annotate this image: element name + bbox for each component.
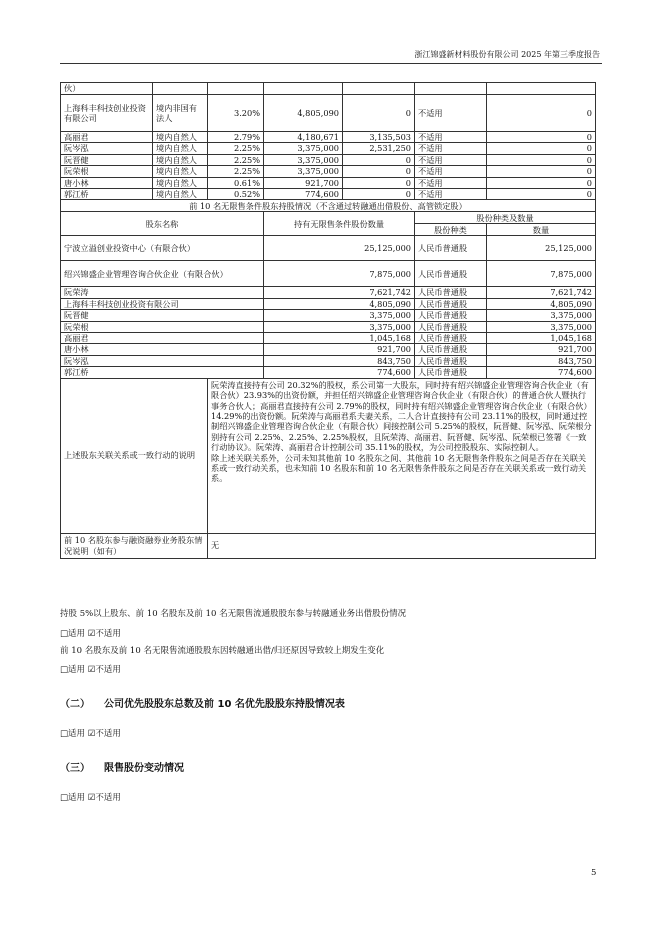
share-qty: 3,375,000 — [487, 310, 596, 321]
pledge-qty: 0 — [487, 166, 596, 177]
holder-nature: 境内自然人 — [153, 154, 208, 165]
checkbox-not-applicable: ☑不适用 — [87, 629, 121, 639]
checkbox-line-1 — [60, 627, 121, 639]
col-header-type-group: 股份种类及数量 — [415, 212, 596, 224]
holder-name: 阮荣根 — [61, 166, 153, 177]
holder-restricted: 0 — [343, 177, 415, 188]
holder-nature: 境内自然人 — [153, 143, 208, 154]
section-heading-3 — [60, 759, 184, 774]
holder-restricted: 2,531,250 — [343, 143, 415, 154]
share-qty: 774,600 — [487, 367, 596, 378]
holder-name: 上海科丰科技创业投资有限公司 — [61, 95, 153, 132]
table-row — [61, 333, 596, 344]
unrestricted-shares: 3,375,000 — [264, 321, 415, 332]
table-row — [61, 261, 596, 287]
holder-pct: 2.79% — [208, 132, 264, 143]
checkbox-applicable: □适用 — [60, 793, 86, 803]
relation-row — [61, 378, 596, 533]
holder-nature: 境内自然人 — [153, 166, 208, 177]
holder-name: 阮岑泓 — [61, 355, 264, 366]
table-row — [61, 189, 596, 200]
pledge-status: 不适用 — [415, 143, 487, 154]
pledge-qty: 0 — [487, 95, 596, 132]
holder-name: 唐小林 — [61, 177, 153, 188]
section-title-2: 公司优先股股东总数及前 10 名优先股股东持股情况表 — [104, 699, 345, 710]
share-qty: 4,805,090 — [487, 298, 596, 309]
table-row — [61, 310, 596, 321]
table-row — [61, 298, 596, 309]
share-qty: 7,621,742 — [487, 287, 596, 298]
share-type: 人民币普通股 — [415, 287, 487, 298]
col-header-type: 股份种类 — [415, 224, 487, 236]
relation-text — [208, 378, 596, 533]
holder-name: 阮晋健 — [61, 310, 264, 321]
pledge-status: 不适用 — [415, 154, 487, 165]
table-row — [61, 236, 596, 261]
table-row — [61, 166, 596, 177]
share-type: 人民币普通股 — [415, 355, 487, 366]
share-type: 人民币普通股 — [415, 367, 487, 378]
unrestricted-shares: 921,700 — [264, 344, 415, 355]
shareholder-table — [60, 82, 596, 559]
unrestricted-shares: 7,875,000 — [264, 261, 415, 287]
pledge-status: 不适用 — [415, 132, 487, 143]
holder-restricted: 0 — [343, 189, 415, 200]
holder-nature: 境内非国有法人 — [153, 95, 208, 132]
checkbox-line-3 — [60, 727, 121, 739]
share-type: 人民币普通股 — [415, 236, 487, 261]
section-title: 前 10 名无限售条件股东持股情况（不含通过转融通出借股份、高管锁定股） — [61, 200, 596, 212]
holder-pct: 2.25% — [208, 154, 264, 165]
page-number: 5 — [591, 868, 597, 878]
holder-pct: 0.52% — [208, 189, 264, 200]
unrestricted-shares: 1,045,168 — [264, 333, 415, 344]
share-type: 人民币普通股 — [415, 344, 487, 355]
holder-nature: 境内自然人 — [153, 177, 208, 188]
holder-shares: 3,375,000 — [264, 154, 343, 165]
table-row — [61, 95, 596, 132]
share-type: 人民币普通股 — [415, 310, 487, 321]
table-row — [61, 177, 596, 188]
para-lending-change: 前 10 名股东及前 10 名无限售流通股股东因转融通出借/归还原因导致较上期发生变化 — [60, 646, 385, 656]
holder-pct: 2.25% — [208, 166, 264, 177]
holder-name: 阮荣根 — [61, 321, 264, 332]
holder-restricted: 0 — [343, 166, 415, 177]
section-heading-2 — [60, 695, 345, 710]
holder-name: 伙） — [61, 83, 153, 95]
holder-shares: 4,180,671 — [264, 132, 343, 143]
holder-shares: 4,805,090 — [264, 95, 343, 132]
holder-name: 高丽君 — [61, 132, 153, 143]
table-row — [61, 143, 596, 154]
share-qty: 25,125,000 — [487, 236, 596, 261]
table-row — [61, 344, 596, 355]
unrestricted-shares: 843,750 — [264, 355, 415, 366]
holder-pct: 0.61% — [208, 177, 264, 188]
pledge-status: 不适用 — [415, 177, 487, 188]
table-row — [61, 367, 596, 378]
unrestricted-shares: 774,600 — [264, 367, 415, 378]
share-qty: 843,750 — [487, 355, 596, 366]
margin-row — [61, 533, 596, 558]
holder-name: 阮荣涛 — [61, 287, 264, 298]
unrestricted-shares: 7,621,742 — [264, 287, 415, 298]
share-qty: 1,045,168 — [487, 333, 596, 344]
col-header-name: 股东名称 — [61, 212, 264, 236]
holder-shares: 921,700 — [264, 177, 343, 188]
pledge-status: 不适用 — [415, 189, 487, 200]
unrestricted-shares: 3,375,000 — [264, 310, 415, 321]
holder-pct: 3.20% — [208, 95, 264, 132]
section-title-row — [61, 200, 596, 212]
checkbox-not-applicable: ☑不适用 — [87, 729, 121, 739]
table-row — [61, 287, 596, 298]
col-header-qty: 数量 — [487, 224, 596, 236]
table-row — [61, 321, 596, 332]
holder-name: 阮晋健 — [61, 154, 153, 165]
checkbox-applicable: □适用 — [60, 665, 86, 675]
unrestricted-shares: 25,125,000 — [264, 236, 415, 261]
checkbox-not-applicable: ☑不适用 — [87, 793, 121, 803]
holder-name: 高丽君 — [61, 333, 264, 344]
holder-name: 宁波立溢创业投资中心（有限合伙） — [61, 236, 264, 261]
share-qty: 7,875,000 — [487, 261, 596, 287]
holder-shares: 3,375,000 — [264, 143, 343, 154]
holder-nature: 境内自然人 — [153, 132, 208, 143]
table-row — [61, 355, 596, 366]
table-row — [61, 83, 596, 95]
holder-name: 阮岑泓 — [61, 143, 153, 154]
table-row — [61, 132, 596, 143]
holder-name: 唐小林 — [61, 344, 264, 355]
share-qty: 921,700 — [487, 344, 596, 355]
holder-shares: 3,375,000 — [264, 166, 343, 177]
relation-paragraph-1: 阮荣涛直接持有公司 20.32%的股权，系公司第一大股东，同时持有绍兴锦盛企业管理咨询合伙企业（有限合伙）23.93%的出资份额，并担任绍兴锦盛企业管理咨询合伙企业（有限合伙）的普通合伙人暨执行事务合伙人；高丽君直接持有公司 2.79%的股权，同时持有绍兴锦盛企业管理咨询合伙企业（有限合伙）14.29%的出资份额。阮荣涛与高丽君系夫妻关系，二人合计直接持有公司 23.11%的股权，同时通过控制绍兴锦盛企业管理咨询合伙企业（有限合伙）间接控制公司 5.25%的股权，阮晋健、阮岑泓、阮荣根分别持有公司 2.25%、2.25%、2.25%股权，且阮荣涛、高丽君、阮晋健、阮岑泓、阮荣根已签署《一致行动协议》。阮荣涛、高丽君合计控制公司 35.11%的股权，为公司控股股东、实际控制人。 — [211, 379, 592, 453]
holder-restricted: 3,135,503 — [343, 132, 415, 143]
margin-label: 前 10 名股东参与融资融券业务股东情况说明（如有） — [61, 533, 208, 558]
column-header-row — [61, 212, 596, 224]
unrestricted-shares: 4,805,090 — [264, 298, 415, 309]
section-number: （三） — [60, 763, 90, 774]
page-header: 浙江锦盛新材料股份有限公司 2025 年第三季度报告 — [414, 50, 600, 59]
header-divider — [60, 63, 602, 64]
checkbox-not-applicable: ☑不适用 — [87, 665, 121, 675]
checkbox-applicable: □适用 — [60, 629, 86, 639]
section-title-3: 限售股份变动情况 — [104, 763, 184, 774]
margin-value: 无 — [208, 533, 596, 558]
share-type: 人民币普通股 — [415, 333, 487, 344]
holder-name: 上海科丰科技创业投资有限公司 — [61, 298, 264, 309]
share-type: 人民币普通股 — [415, 261, 487, 287]
checkbox-applicable: □适用 — [60, 729, 86, 739]
holder-shares: 774,600 — [264, 189, 343, 200]
holder-restricted: 0 — [343, 154, 415, 165]
pledge-qty: 0 — [487, 132, 596, 143]
pledge-qty: 0 — [487, 189, 596, 200]
col-header-unrestricted: 持有无限售条件股份数量 — [264, 212, 415, 236]
table-row — [61, 154, 596, 165]
checkbox-line-2 — [60, 663, 121, 675]
pledge-qty: 0 — [487, 177, 596, 188]
checkbox-line-4 — [60, 791, 121, 803]
holder-name: 郭江桥 — [61, 367, 264, 378]
holder-nature: 境内自然人 — [153, 189, 208, 200]
relation-label: 上述股东关联关系或一致行动的说明 — [61, 378, 208, 533]
section-number: （二） — [60, 699, 90, 710]
pledge-status: 不适用 — [415, 166, 487, 177]
holder-name: 郭江桥 — [61, 189, 153, 200]
para-lending-status: 持股 5%以上股东、前 10 名股东及前 10 名无限售流通股股东参与转融通业务出借股份情况 — [60, 609, 407, 619]
pledge-qty: 0 — [487, 143, 596, 154]
share-qty: 3,375,000 — [487, 321, 596, 332]
share-type: 人民币普通股 — [415, 298, 487, 309]
holder-pct: 2.25% — [208, 143, 264, 154]
pledge-status: 不适用 — [415, 95, 487, 132]
pledge-qty: 0 — [487, 154, 596, 165]
share-type: 人民币普通股 — [415, 321, 487, 332]
relation-paragraph-2: 除上述关联关系外，公司未知其他前 10 名股东之间、其他前 10 名无限售条件股东之间是否存在关联关系或一致行动关系，也未知前 10 名股东和前 10 名无限售条件股东之间是否存在关联关系或一致行动关系。 — [211, 452, 587, 484]
holder-restricted: 0 — [343, 95, 415, 132]
holder-name: 绍兴锦盛企业管理咨询合伙企业（有限合伙） — [61, 261, 264, 287]
